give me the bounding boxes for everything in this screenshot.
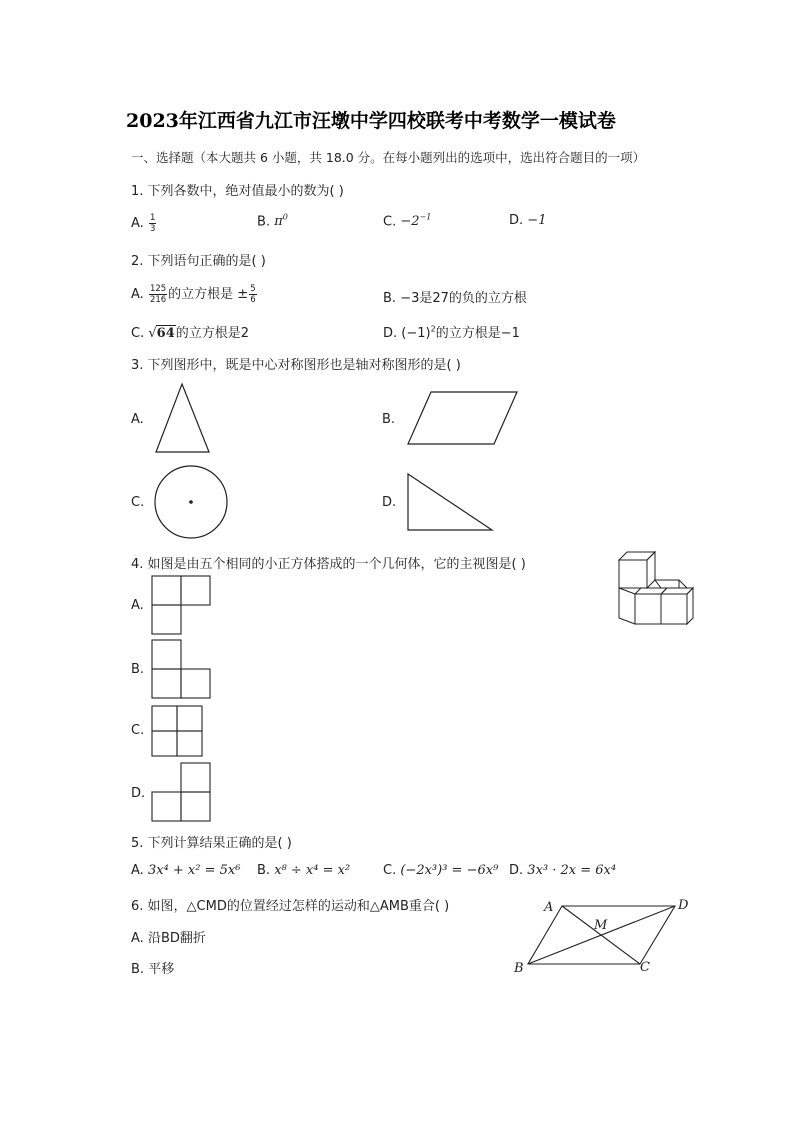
q2-option-a[interactable]: A. $\frac{125}{216}$ 的立方根是 ± $\frac{5}{6}$: [131, 284, 256, 305]
q1-option-c[interactable]: [383, 213, 431, 229]
option-letter: B.: [257, 863, 271, 878]
vertex-label-d: D: [678, 898, 689, 913]
option-letter: C.: [383, 863, 397, 878]
q5-stem: 5. 下列计算结果正确的是( ): [131, 836, 292, 851]
q4-option-b-label[interactable]: B.: [131, 662, 145, 677]
math-expr: $\pi^0$: [274, 213, 288, 230]
option-letter: A.: [131, 216, 144, 231]
q4-option-c-label[interactable]: C.: [131, 723, 145, 738]
option-letter: A.: [131, 287, 144, 302]
page-title: 2023年江西省九江市汪墩中学四校联考中考数学一模试卷: [126, 110, 616, 132]
fraction: $\frac{1}{3}$: [149, 213, 156, 234]
parallelogram-diagram: [512, 895, 697, 980]
q6-stem: 6. 如图，△CMD的位置经过怎样的运动和△AMB重合( ): [131, 899, 450, 914]
q1-option-b[interactable]: [257, 213, 288, 229]
q4-stem: 4. 如图是由五个相同的小正方体搭成的一个几何体，它的主视图是( ): [131, 557, 526, 572]
q2-option-b[interactable]: B. −3是27的负的立方根: [383, 291, 527, 306]
option-letter: C.: [131, 326, 145, 341]
q1-stem: 1. 下列各数中，绝对值最小的数为( ): [131, 184, 344, 199]
vertex-label-b: B: [514, 961, 524, 976]
front-view-d-icon: [150, 761, 214, 823]
math-expr: $-2^{-1}$: [400, 213, 432, 230]
q3-option-d-label[interactable]: D.: [382, 495, 397, 510]
front-view-a-icon: [150, 574, 214, 636]
circle-icon: [153, 464, 229, 540]
q2-option-d[interactable]: D. $(-1)^2$的立方根是−1: [383, 324, 520, 341]
q5-option-c[interactable]: C. (−2x³)³ = −6x⁹: [383, 863, 499, 878]
q3-option-c-label[interactable]: C.: [131, 495, 145, 510]
q5-option-d[interactable]: D. 3x³ · 2x = 6x⁴: [509, 863, 617, 878]
option-letter: A.: [131, 931, 144, 946]
parallelogram-icon: [405, 390, 520, 446]
q3-option-b-label[interactable]: B.: [382, 412, 396, 427]
fraction: $\frac{125}{216}$: [149, 284, 167, 305]
option-letter: B.: [383, 291, 397, 306]
vertex-label-a: A: [544, 900, 554, 915]
sqrt-icon: √: [148, 326, 157, 341]
option-letter: A.: [131, 863, 144, 878]
q6-option-b[interactable]: B. 平移: [131, 962, 175, 977]
option-letter: B.: [257, 214, 271, 230]
right-triangle-icon: [405, 472, 495, 532]
q6-option-a[interactable]: A. 沿BD翻折: [131, 931, 206, 946]
q5-option-b[interactable]: B. x⁸ ÷ x⁴ = x²: [257, 863, 351, 878]
q1-option-a[interactable]: [131, 213, 157, 234]
cube-stack-icon: [617, 550, 691, 628]
q3-option-a-label[interactable]: A.: [131, 412, 144, 427]
option-letter: D.: [509, 213, 524, 228]
option-letter: D.: [509, 863, 524, 878]
front-view-b-icon: [150, 638, 214, 700]
section-header: 一、选择题（本大题共 6 小题，共 18.0 分。在每小题列出的选项中，选出符合题目的一项）: [131, 150, 646, 165]
point-label-m: M: [594, 918, 608, 933]
option-letter: D.: [383, 326, 398, 341]
q2-option-c[interactable]: C. √64的立方根是2: [131, 326, 250, 341]
q1-option-d[interactable]: [509, 213, 546, 228]
option-letter: B.: [131, 962, 145, 977]
math-expr: −1: [527, 213, 547, 228]
q4-option-a-label[interactable]: A.: [131, 598, 144, 613]
q3-stem: 3. 下列图形中，既是中心对称图形也是轴对称图形的是( ): [131, 358, 461, 373]
q5-option-a[interactable]: A. 3x⁴ + x² = 5x⁶: [131, 863, 241, 878]
triangle-icon: [150, 382, 215, 454]
q2-stem: 2. 下列语句正确的是( ): [131, 254, 266, 269]
front-view-c-icon: [150, 704, 204, 758]
option-letter: C.: [383, 214, 397, 230]
q4-option-d-label[interactable]: D.: [131, 786, 146, 801]
vertex-label-c: C: [640, 960, 650, 975]
fraction: $\frac{5}{6}$: [250, 284, 256, 305]
